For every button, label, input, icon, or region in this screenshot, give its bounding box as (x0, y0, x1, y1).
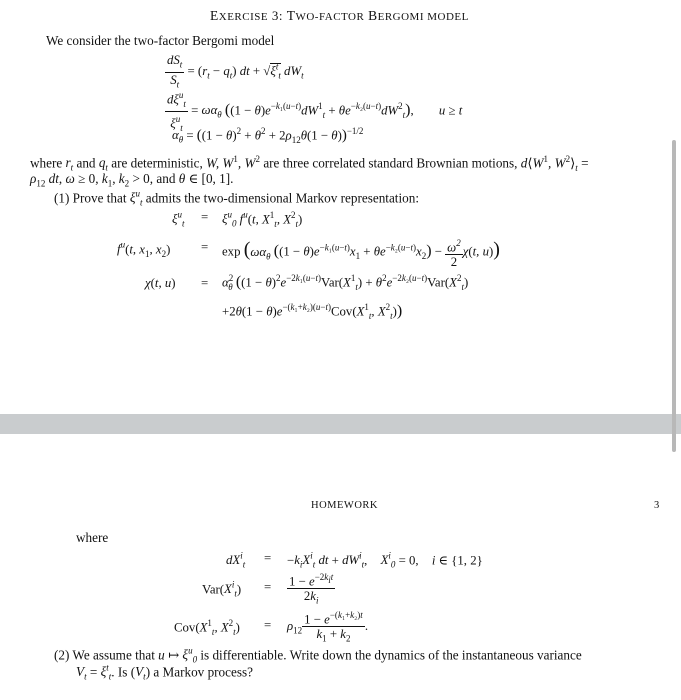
equation-alpha-theta: $\alpha_\theta = ((1 - \theta)^2 + \theta^2 + 2\rho_{12}\theta(1 - \theta))^{-1/2}$ (172, 126, 364, 145)
where-paragraph-line2: $\rho_{12}$ dt, ω ≥ 0, $k_1$, $k_2 > 0$, and θ ∈ [0, 1]. (30, 171, 234, 189)
rep-xi-equals: = (201, 210, 209, 224)
rep-f-equals: = (201, 240, 209, 254)
variance-rhs: $\frac{1 - e^{-2k_it}}{2k_i}$ (289, 572, 334, 606)
variance-equals: = (264, 580, 272, 594)
page-separator (0, 414, 681, 434)
rep-chi-equals: = (201, 276, 209, 290)
question-2-line1: (2) We assume that u ↦ $\xi^u_0$ is differentiable. Write down the dynamics of the instantaneous variance (54, 646, 582, 666)
equation-stock-dynamics: $\frac{dS_t}{S_t}$ = $(r_t - q_t)$ dt + $√\xi^t_t$ $dW_t$ (167, 53, 304, 90)
intro-text: We consider the two-factor Bergomi model (46, 33, 275, 48)
rep-chi-rhs: $\alpha^2_\theta$ ($(1 - \theta)^2e^{-2k_1(u-t)}Var(X^1_t) + \theta^2e^{-2k_2(u-t)}Var(X^2_t)$ (222, 273, 469, 292)
question-1: (1) Prove that $\xi^u_t$ admits the two-dimensional Markov representation: (54, 189, 419, 209)
rep-f-rhs: $\exp (\omega\alpha_\theta$ $((1 - \theta)e^{-k_1(u-t)}x_1 + \theta e^{-k_2(u-t)}x_2)$ − $\frac{\omega^2}{2}$ χ(t, u)) (222, 238, 500, 270)
where-label: where (76, 530, 109, 545)
where-paragraph-line1: where $r_t$ and $q_t$ are deterministic, W, $W^1$, $W^2$ are three correlated standard Brownian motions, $d⟨W^1$, $W^2⟩_t$ = (30, 154, 589, 174)
covariance-equals: = (264, 618, 272, 632)
ou-dynamics-rhs: $-k_iX^i_t$ dt + $dW^i_t$, $X^i_0 = 0$, i ∈ {1, 2} (287, 551, 483, 570)
variance-lhs: $Var(X^i_t)$ (202, 580, 242, 599)
ou-dynamics-lhs: $dX^i_t$ (226, 551, 246, 570)
running-head: HOMEWORK (311, 500, 378, 511)
rep-xi-lhs: $\xi^u_t$ (172, 210, 185, 229)
covariance-rhs: $\rho_{12}$ $\frac{1 - e^{-(k_1+k_2)t}}{k_1 + k_2}$ . (287, 610, 369, 644)
rep-chi-rhs-line2: $+2\theta(1 - \theta)e^{-(k_1+k_2)(u-t)}Cov(X^1_t$, $X^2_t$)) (222, 302, 403, 321)
question-2-line2: $V_t = \xi^t_t$. Is $(V_t)$ a Markov process? (76, 663, 253, 683)
page-bottom (0, 434, 681, 700)
rep-xi-rhs: $\xi^u_0$ $f^u(t$, $X^1_t$, $X^2_t$) (222, 210, 303, 229)
page-number: 3 (654, 500, 660, 511)
ou-dynamics-equals: = (264, 551, 272, 565)
equation-forward-variance: $\frac{d\xi^u_t}{\xi^u_t}$ = $\omega\alpha_\theta$ $((1 - \theta)e^{-k_1(u-t)}dW^1_t + \theta e^{-k_2(u-t)}dW^2_t)$, u ≥ t (167, 90, 463, 133)
rep-chi-lhs: χ(t, u) (145, 276, 176, 290)
covariance-lhs: $Cov(X^1_t$, $X^2_t$) (174, 618, 240, 637)
vertical-scrollbar[interactable] (672, 140, 676, 452)
rep-f-lhs: $f^u(t$, $x_1$, $x_2$) (117, 240, 171, 259)
exercise-title: EXERCISE 3: TWO-FACTOR BERGOMI MODEL (210, 8, 469, 23)
